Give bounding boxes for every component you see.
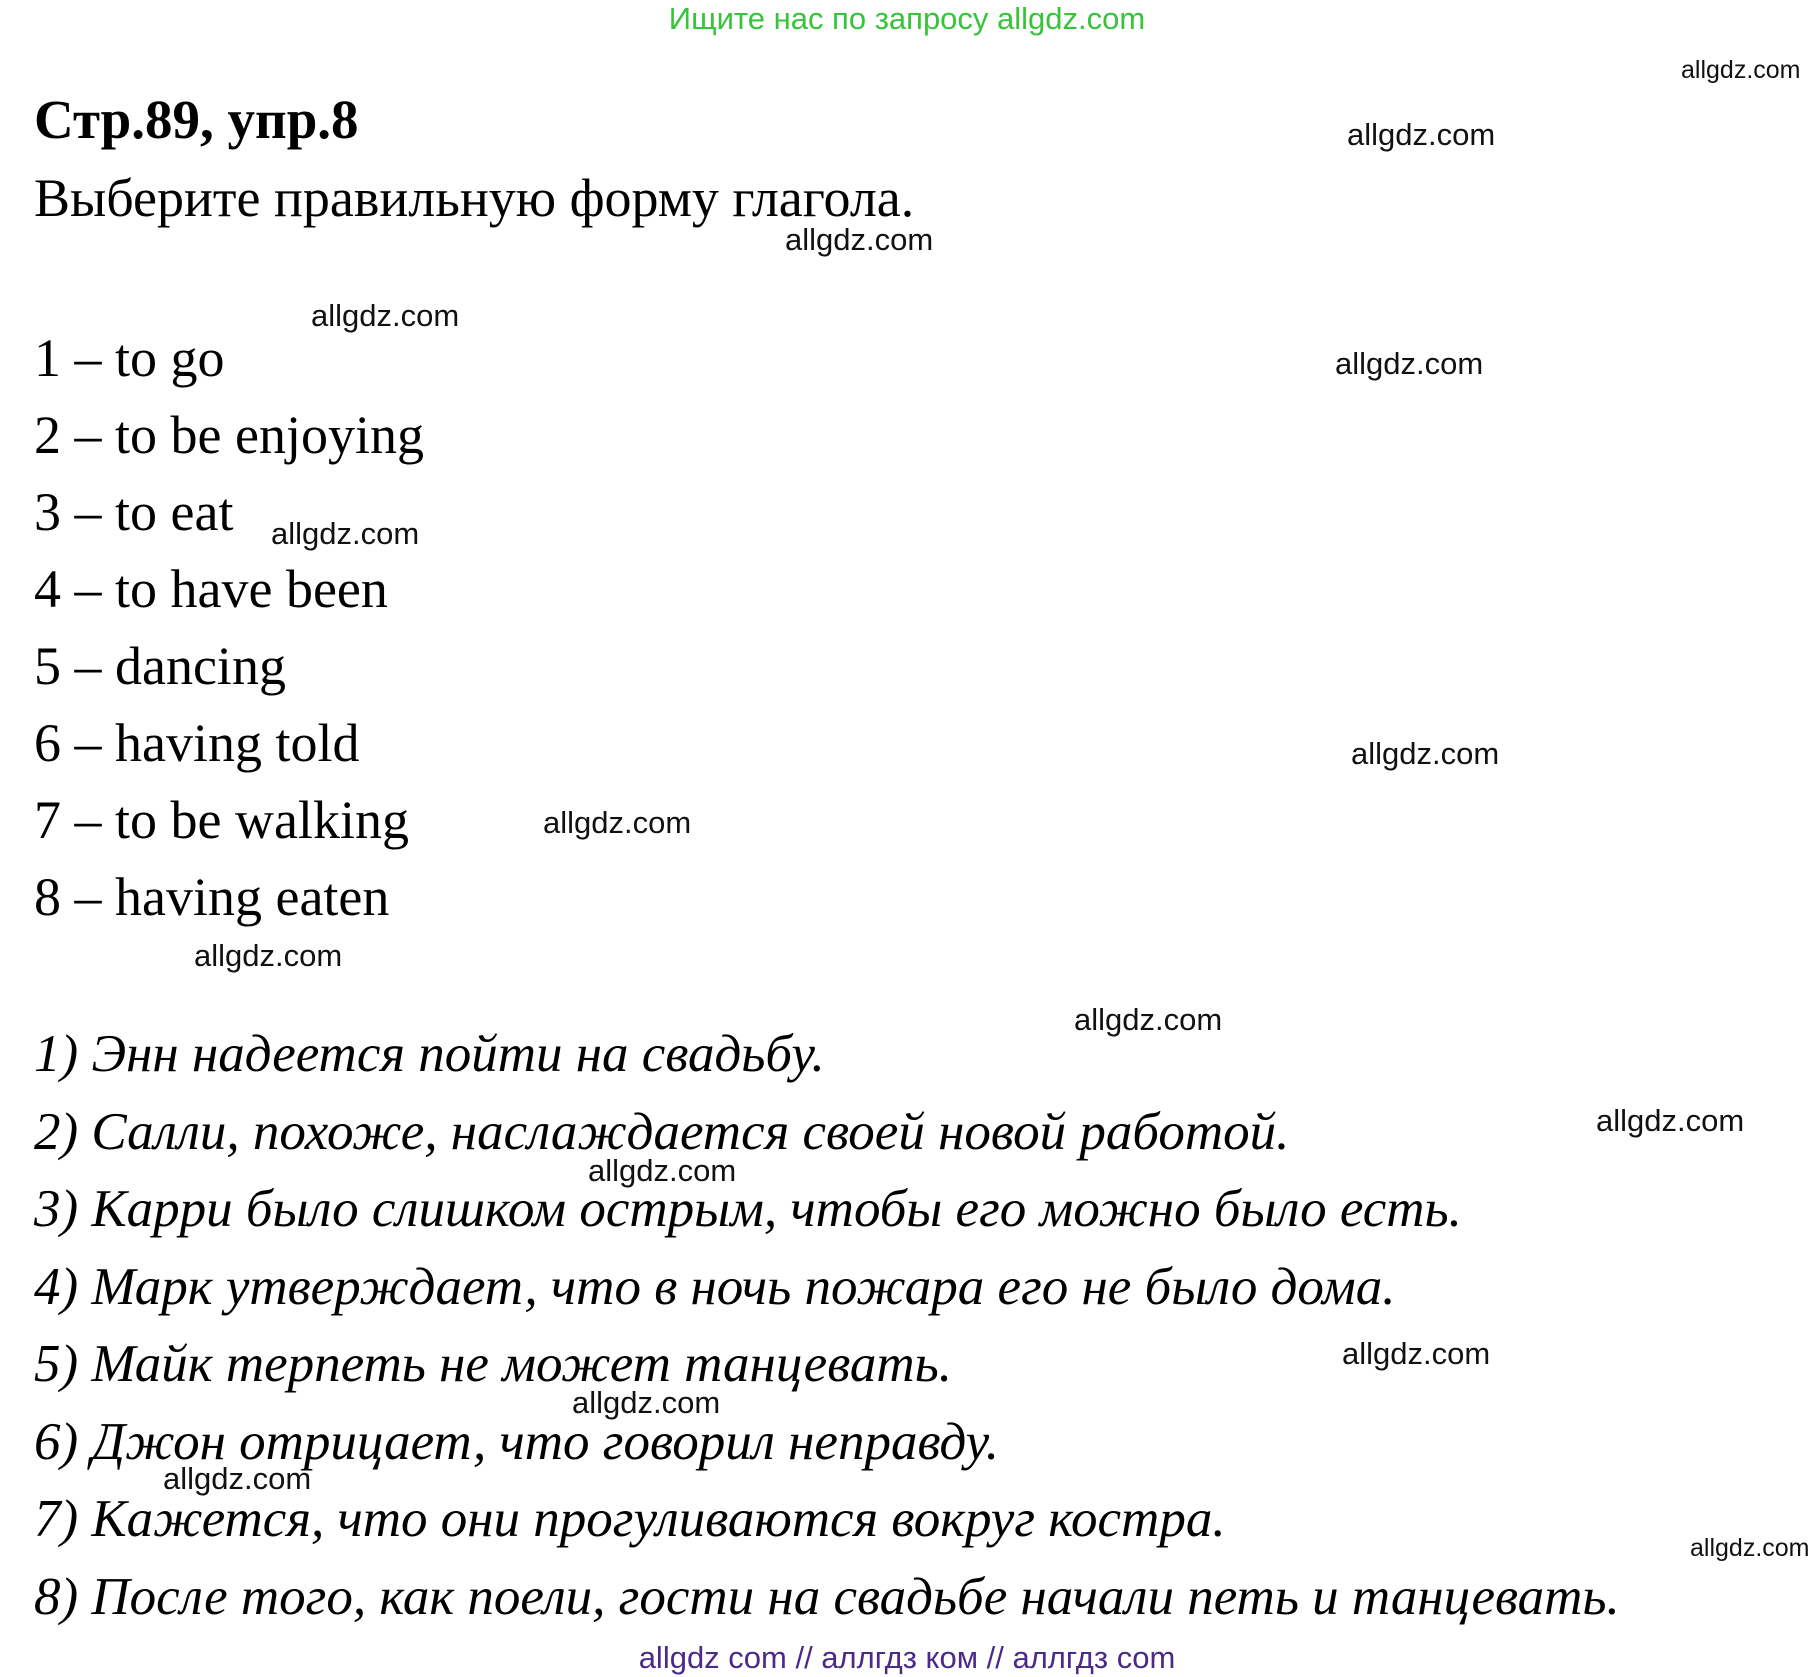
answer-item: 6 – having told bbox=[34, 713, 360, 773]
watermark: allgdz.com bbox=[785, 222, 934, 257]
watermark: allgdz.com bbox=[163, 1461, 312, 1496]
answer-item: 3 – to eat bbox=[34, 482, 234, 542]
answer-item: 4 – to have been bbox=[34, 559, 388, 619]
exercise-instruction: Выберите правильную форму глагола. bbox=[34, 168, 915, 228]
watermark: allgdz.com bbox=[588, 1153, 737, 1188]
translation-item: 8) После того, как поели, гости на свадьбе начали петь и танцевать. bbox=[34, 1567, 1620, 1626]
footer-links[interactable]: allgdz com // аллгдз ком // аллгдз com bbox=[638, 1640, 1176, 1675]
answer-list bbox=[34, 320, 424, 936]
answer-item: 7 – to be walking bbox=[34, 790, 409, 850]
translation-item: 4) Марк утверждает, что в ночь пожара его не было дома. bbox=[34, 1257, 1396, 1316]
watermark: allgdz.com bbox=[1347, 117, 1496, 152]
watermark: allgdz.com bbox=[1342, 1336, 1491, 1371]
watermark: allgdz.com bbox=[1335, 346, 1484, 381]
search-banner[interactable]: Ищите нас по запросу allgdz.com bbox=[668, 1, 1146, 36]
translation-item: 7) Кажется, что они прогуливаются вокруг костра. bbox=[34, 1490, 1226, 1548]
answer-item: 1 – to go bbox=[34, 328, 225, 388]
watermark: allgdz.com bbox=[1690, 1534, 1810, 1562]
page-title: Стр.89, упр.8 bbox=[34, 89, 359, 150]
translation-item: 5) Майк терпеть не может танцевать. bbox=[34, 1335, 952, 1393]
translation-list bbox=[34, 1016, 1620, 1636]
answer-item: 2 – to be enjoying bbox=[34, 405, 424, 465]
answer-item: 8 – having eaten bbox=[34, 867, 390, 927]
watermark: allgdz.com bbox=[1596, 1103, 1745, 1138]
watermark: allgdz.com bbox=[572, 1385, 721, 1420]
watermark: allgdz.com bbox=[1681, 56, 1801, 84]
watermark: allgdz.com bbox=[194, 938, 343, 973]
watermark: allgdz.com bbox=[543, 805, 692, 840]
watermark: allgdz.com bbox=[271, 516, 420, 551]
watermark: allgdz.com bbox=[1351, 736, 1500, 771]
watermark: allgdz.com bbox=[1074, 1002, 1223, 1037]
translation-item: 2) Салли, похоже, наслаждается своей новой работой. bbox=[34, 1102, 1290, 1161]
watermark: allgdz.com bbox=[311, 298, 460, 333]
translation-item: 3) Карри было слишком острым, чтобы его можно было есть. bbox=[34, 1180, 1462, 1238]
translation-item: 6) Джон отрицает, что говорил неправду. bbox=[34, 1412, 999, 1471]
answer-item: 5 – dancing bbox=[34, 636, 286, 696]
translation-item: 1) Энн надеется пойти на свадьбу. bbox=[34, 1025, 825, 1083]
